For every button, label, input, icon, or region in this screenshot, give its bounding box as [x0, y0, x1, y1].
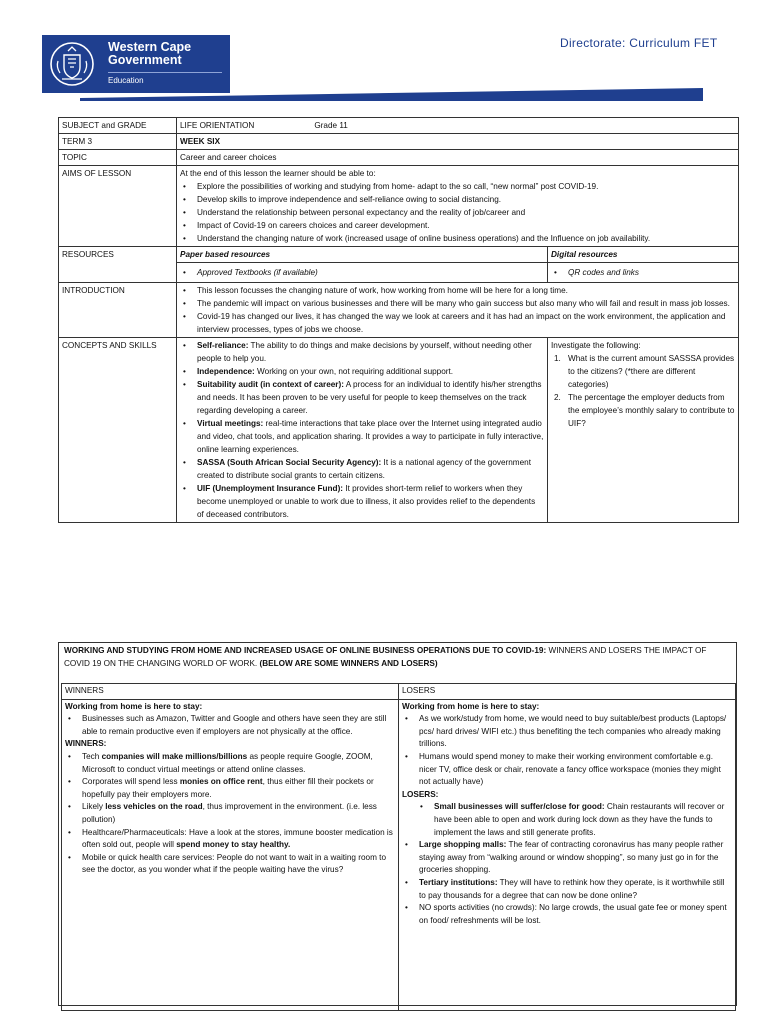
intro-list [180, 284, 735, 336]
list-item: • Tertiary institutions: They will have to rethink how they operate, is it worthwhile still to pay thousands for a degree that can now be done online? [402, 877, 732, 902]
table-row [59, 283, 739, 338]
logo-org-line1: Western Cape [108, 40, 192, 54]
table-row [59, 150, 739, 166]
list-item: • Develop skills to improve independence and self-reliance owing to social distancing. [180, 193, 735, 206]
concepts-label: CONCEPTS AND SKILLS [59, 338, 177, 523]
topic-value: Career and career choices [177, 150, 739, 166]
aims-list [180, 180, 735, 245]
investigate-cell [548, 338, 739, 523]
list-item: • Healthcare/Pharmaceuticals: Have a look at the stores, immune booster medication is often sold out, people will spend money to stay healthy. [65, 827, 395, 852]
list-item: • Large shopping malls: The fear of contracting coronavirus has many people rather staying away from “walking around or window shopping”, so many just go in for the groceries shopping. [402, 839, 732, 877]
logo-divider [108, 72, 222, 73]
losers-header: LOSERS [399, 684, 736, 700]
winners-losers-section [58, 642, 737, 1006]
list-item: • Independence: Working on your own, not requiring additional support. [180, 365, 544, 378]
list-item: 2. The percentage the employer deducts from the employee’s monthly salary to contribute to UIF? [554, 393, 735, 428]
list-item: • As we work/study from home, we would need to buy suitable/best products (Laptops/ pcs/ hard drives/ WIFI etc.) thus benefiting the tech companies who already making trillions. [402, 713, 732, 751]
resources-label: RESOURCES [59, 247, 177, 283]
paper-heading: Paper based resources [177, 247, 548, 263]
list-item: • The pandemic will impact on various businesses and there will be many who gain success but also many who will fail and result in mass job losses. [180, 297, 735, 310]
list-item: • Tech companies will make millions/billions as people require Google, ZOOM, Microsoft to conduct virtual meetings or attend online classes. [65, 751, 395, 776]
digital-cell [548, 263, 739, 283]
investigate-list [551, 352, 735, 430]
list-item: • Self-reliance: The ability to do things and make decisions by yourself, without needing other people to help you. [180, 339, 544, 365]
table-row [59, 166, 739, 247]
list-item: • Small businesses will suffer/close for good: Chain restaurants will recover or have been able to open and work during lock down as they have the funds to implement the laws and still generate profits. [402, 801, 732, 839]
winners-intro-heading: Working from home is here to stay: [65, 701, 203, 711]
list-item: • Approved Textbooks (if available) [180, 266, 544, 279]
coat-of-arms-icon [48, 41, 96, 87]
list-item: • SASSA (South African Social Security Agency): It is a national agency of the government created to distribute social grants to certain citizens. [180, 456, 544, 482]
intro-cell [177, 283, 739, 338]
directorate-label: Directorate: Curriculum FET [560, 36, 718, 50]
wcg-logo [42, 35, 230, 93]
paper-cell [177, 263, 548, 283]
table-row [59, 134, 739, 150]
table-row [59, 338, 739, 523]
intro-label: INTRODUCTION [59, 283, 177, 338]
list-item: • Understand the relationship between personal expectancy and the reality of job/career and [180, 206, 735, 219]
section-heading: WORKING AND STUDYING FROM HOME AND INCREASED USAGE OF ONLINE BUSINESS OPERATIONS DUE TO COVID-19: WINNERS AND LOSERS THE IMPACT OF COVID 19 ON THE CHANGING WORLD OF WORK. (BELOW ARE SOME WINNERS AND LOSERS) [64, 646, 707, 668]
investigate-intro: Investigate the following: [551, 341, 641, 350]
logo-dept: Education [108, 76, 144, 85]
concepts-list [180, 339, 544, 521]
topic-label: TOPIC [59, 150, 177, 166]
winners-list [65, 751, 395, 877]
list-item: 1. What is the current amount SASSSA provides to the citizens? (*there are different categories) [554, 354, 735, 389]
aims-intro: At the end of this lesson the learner should be able to: [180, 169, 376, 178]
digital-heading: Digital resources [548, 247, 739, 263]
list-item: • Businesses such as Amazon, Twitter and Google and others have seen they are still able to remain productive even if employers are not physically at the office. [65, 713, 395, 738]
list-item: • Humans would spend money to make their working environment comfortable e.g. nicer TV, office desk or chair, renovate a fancy office workspace (monies they might not actually have) [402, 751, 732, 789]
list-item: • QR codes and links [551, 266, 735, 279]
losers-list [402, 839, 732, 927]
list-item: • This lesson focusses the changing nature of work, how working from home will be here for a long time. [180, 284, 735, 297]
table-row [59, 118, 739, 134]
list-item: • Explore the possibilities of working and studying from home- adapt to the so call, “new normal” post COVID-19. [180, 180, 735, 193]
list-item: • Mobile or quick health care services: People do not want to wait in a waiting room to see the doctor, as you wonder what if the people waiting have the virus? [65, 852, 395, 877]
logo-org-line2: Government [108, 53, 182, 67]
list-item: • Virtual meetings: real-time interactions that take place over the Internet using integrated audio and video, chat tools, and application sharing. It provides a way to participate in fully interactive, online learning experiences. [180, 417, 544, 456]
losers-cell [399, 699, 736, 1010]
winners-header: WINNERS [62, 684, 399, 700]
table-row [59, 247, 739, 263]
list-item: • Impact of Covid-19 on careers choices and career development. [180, 219, 735, 232]
subject-label: SUBJECT and GRADE [59, 118, 177, 134]
losers-subheading: LOSERS: [402, 789, 439, 799]
concepts-cell [177, 338, 548, 523]
header-band [80, 88, 703, 101]
table-row [62, 699, 736, 1010]
list-item: • Corporates will spend less monies on office rent, thus either fill their pockets or hopefully pay their employers more. [65, 776, 395, 801]
list-item: • Covid-19 has changed our lives, it has changed the way we look at careers and it has had an impact on the work environment, the application and interview processes, types of jobs we choose. [180, 310, 735, 336]
subject-name: LIFE ORIENTATION [180, 121, 255, 130]
list-item: • NO sports activities (no crowds): No large crowds, the usual gate fee or money spent on food/ refreshments will be lost. [402, 902, 732, 927]
winners-subheading: WINNERS: [65, 739, 107, 749]
aims-label: AIMS OF LESSON [59, 166, 177, 247]
grade-value: Grade 11 [314, 121, 348, 130]
losers-intro-heading: Working from home is here to stay: [402, 701, 540, 711]
list-item: • Understand the changing nature of work (increased usage of online business operations) and the Influence on job availability. [180, 232, 735, 245]
winners-cell [62, 699, 399, 1010]
list-item: • UIF (Unemployment Insurance Fund): It provides short-term relief to workers when they become unemployed or unable to work due to illness, it also provides relief to the dependents of deceased contributors. [180, 482, 544, 521]
winners-losers-table [61, 683, 736, 1011]
term-value [177, 134, 739, 150]
lesson-plan-table [58, 117, 739, 523]
aims-cell [177, 166, 739, 247]
week-value: WEEK SIX [180, 137, 221, 146]
subject-value [177, 118, 739, 134]
term-label: TERM 3 [59, 134, 177, 150]
table-row [62, 684, 736, 700]
list-item: • Likely less vehicles on the road, thus improvement in the environment. (i.e. less pollution) [65, 801, 395, 826]
list-item: • Suitability audit (in context of career): A process for an individual to identify his/her strengths and needs. It has been proven to be very useful for people to keep themselves on the track regarding developing a career. [180, 378, 544, 417]
